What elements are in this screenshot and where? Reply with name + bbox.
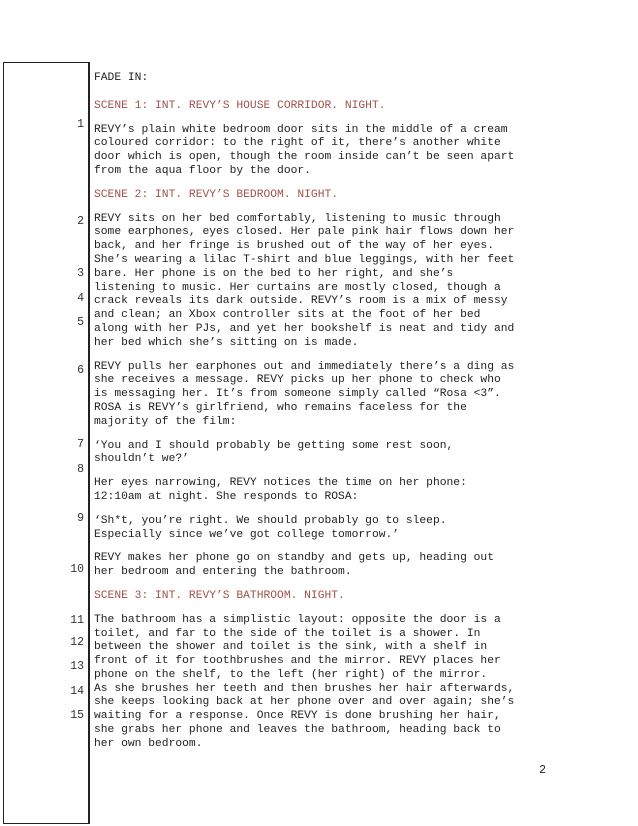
scene-heading-1: SCENE 1: INT. REVY’S HOUSE CORRIDOR. NIGHT. (94, 99, 386, 112)
line-number: 4 (77, 292, 84, 305)
line-number: 10 (70, 563, 84, 576)
action-paragraph: REVY sits on her bed comfortably, listening to music through some earphones, eyes closed. Her pale pink hair flows down her back, and her fringe is brushed out of the way of her eyes. She’s wearing a lilac T-shirt and blue leggings, with her feet bare. Her phone is on the bed to her right, and she’s listening to music. Her curtains are mostly closed, though a crack reveals its dark outside. REVY’s room is a mix of messy and clean; an Xbox controller sits at the foot of her bed along with her PJs, and yet her bookshelf is neat and tidy and her bed which she’s sitting on is made. (94, 212, 515, 349)
line-number: 14 (70, 685, 84, 698)
script-body (94, 72, 549, 762)
scene-heading-2: SCENE 2: INT. REVY’S BEDROOM. NIGHT. (94, 188, 339, 201)
line-number: 7 (77, 438, 84, 451)
action-paragraph: Her eyes narrowing, REVY notices the time on her phone: 12:10am at night. She responds to ROSA: (94, 477, 467, 503)
scene-heading-3: SCENE 3: INT. REVY’S BATHROOM. NIGHT. (94, 589, 345, 602)
line-number: 1 (77, 118, 84, 131)
line-number: 13 (70, 660, 84, 673)
line-number: 8 (77, 463, 84, 476)
action-paragraph: REVY’s plain white bedroom door sits in the middle of a cream coloured corridor: to the right of it, there’s another white door which is open, though the room inside can’t be seen apart from the aqua floor by the door. (94, 123, 515, 177)
line-number: 5 (77, 316, 84, 329)
dialogue-message: ‘Sh*t, you’re right. We should probably go to sleep. Especially since we’ve got college tomorrow.’ (94, 514, 447, 541)
line-number: 6 (77, 364, 84, 377)
transition-fade-in: FADE IN: (94, 72, 149, 84)
line-number: 2 (77, 215, 84, 228)
line-number: 9 (77, 512, 84, 525)
dialogue-message: ‘You and I should probably be getting some rest soon, shouldn’t we?’ (94, 439, 454, 466)
line-number: 11 (70, 614, 84, 627)
action-paragraph: REVY pulls her earphones out and immediately there’s a ding as she receives a message. REVY picks up her phone to check who is messaging her. It’s from someone simply called “Rosa <3”. ROSA is REVY’s girlfriend, who remains faceless for the majority of the film: (94, 360, 515, 428)
page-number: 2 (539, 764, 546, 777)
action-paragraph: The bathroom has a simplistic layout: opposite the door is a toilet, and far to the side of the toilet is a shower. In between the shower and toilet is the sink, with a shelf in front of it for toothbrushes and the mirror. REVY places her phone on the shelf, to the left (her right) of the mirror. As she brushes her teeth and then brushes her hair afterwards, she keeps looking back at her phone over and over again; she’s waiting for a response. Once REVY is done brushing her hair, she grabs her phone and leaves the bathroom, heading back to her own bedroom. (94, 613, 515, 750)
line-number: 12 (70, 636, 84, 649)
line-number: 3 (77, 267, 84, 280)
action-paragraph: REVY makes her phone go on standby and gets up, heading out her bedroom and entering the bathroom. (94, 552, 494, 579)
line-number: 15 (70, 709, 84, 722)
